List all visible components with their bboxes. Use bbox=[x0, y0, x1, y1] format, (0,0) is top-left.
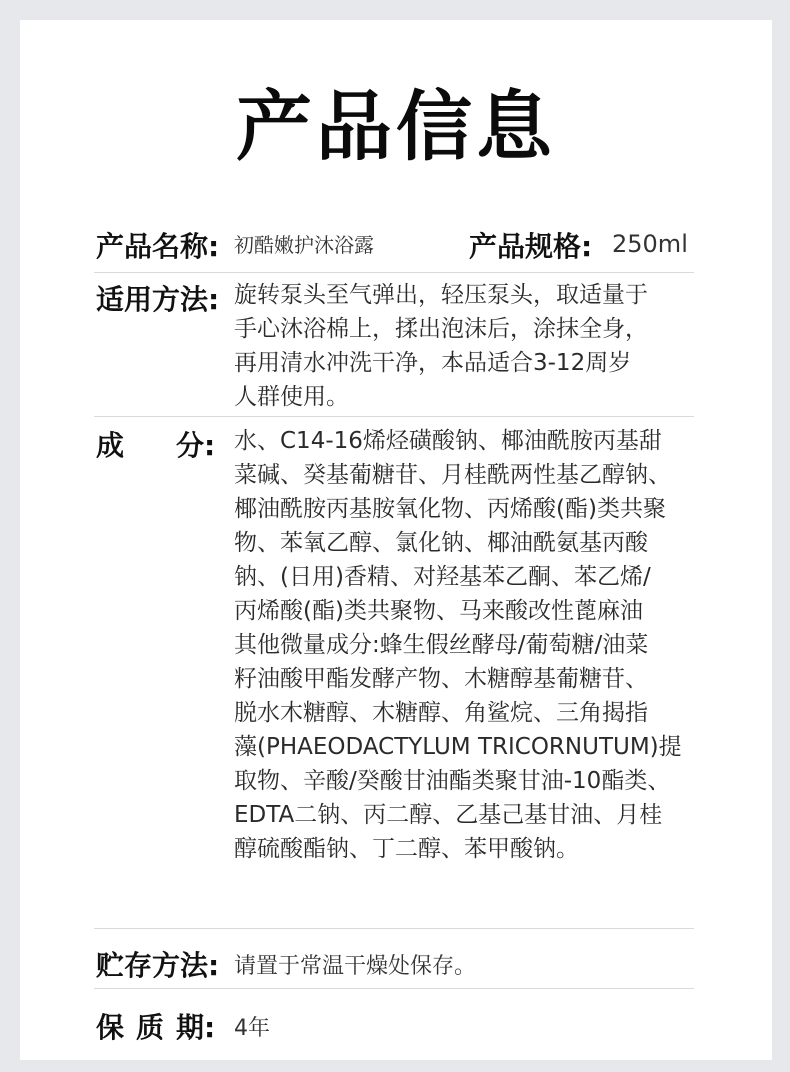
shelf-life-label-colon: : bbox=[204, 1011, 216, 1044]
divider bbox=[94, 988, 694, 989]
ingredients-line: 脱水木糖醇、木糖醇、角鲨烷、三角揭指 bbox=[234, 700, 648, 726]
divider bbox=[94, 416, 694, 417]
ingredients-line: 籽油酸甲酯发酵产物、木糖醇基葡糖苷、 bbox=[234, 666, 648, 692]
ingredients-line: 取物、辛酸/癸酸甘油酯类聚甘油-10酯类、 bbox=[234, 768, 671, 794]
usage-line: 手心沐浴棉上，揉出泡沫后，涂抹全身， bbox=[234, 316, 648, 342]
ingredients-line: 其他微量成分:蜂生假丝酵母/葡萄糖/油菜 bbox=[234, 632, 649, 658]
divider bbox=[94, 272, 694, 273]
storage-value: 请置于常温干燥处保存。 bbox=[234, 954, 477, 979]
product-spec-value: 250ml bbox=[612, 230, 688, 258]
ingredients-line: 椰油酰胺丙基胺氧化物、丙烯酸(酯)类共聚 bbox=[234, 496, 666, 522]
ingredients-line: 水、C14-16烯烃磺酸钠、椰油酰胺丙基甜 bbox=[234, 428, 662, 454]
ingredients-line: 醇硫酸酯钠、丁二醇、苯甲酸钠。 bbox=[234, 836, 579, 862]
divider bbox=[94, 928, 694, 929]
ingredients-label bbox=[96, 424, 215, 464]
usage-line: 人群使用。 bbox=[234, 384, 349, 410]
product-name-value: 初酷嫩护沐浴露 bbox=[234, 233, 374, 257]
ingredients-line: 物、苯氧乙醇、氯化钠、椰油酰氨基丙酸 bbox=[234, 530, 648, 556]
product-name-label: 产品名称: bbox=[96, 230, 220, 263]
ingredients-label-char: 分 bbox=[175, 429, 204, 462]
shelf-life-label-char: 期 bbox=[175, 1011, 204, 1044]
ingredients-line: 藻(PHAEODACTYLUM TRICORNUTUM)提 bbox=[234, 734, 682, 760]
shelf-life-label-char: 保 bbox=[96, 1011, 125, 1044]
shelf-life-label-char: 质 bbox=[135, 1011, 164, 1044]
ingredients-label-colon: : bbox=[204, 429, 216, 462]
storage-label: 贮存方法: bbox=[96, 949, 220, 982]
usage-line: 旋转泵头至气弹出，轻压泵头，取适量于 bbox=[234, 282, 648, 308]
ingredients-line: EDTA二钠、丙二醇、乙基己基甘油、月桂 bbox=[234, 802, 663, 828]
shelf-life-label bbox=[96, 1006, 215, 1046]
shelf-life-value: 4年 bbox=[234, 1016, 270, 1041]
ingredients-line: 菜碱、癸基葡糖苷、月桂酰两性基乙醇钠、 bbox=[234, 462, 671, 488]
usage-text bbox=[234, 278, 704, 414]
ingredients-label-char: 成 bbox=[96, 429, 125, 462]
product-info-card bbox=[20, 20, 772, 1060]
page-title: 产品信息 bbox=[236, 82, 556, 171]
usage-label: 适用方法: bbox=[96, 283, 220, 316]
ingredients-line: 丙烯酸(酯)类共聚物、马来酸改性蓖麻油 bbox=[234, 598, 643, 624]
usage-line: 再用清水冲洗干净，本品适合3-12周岁 bbox=[234, 350, 632, 376]
product-spec-label: 产品规格: bbox=[469, 230, 593, 263]
ingredients-line: 钠、(日用)香精、对羟基苯乙酮、苯乙烯/ bbox=[234, 564, 651, 590]
ingredients-text bbox=[234, 424, 704, 866]
